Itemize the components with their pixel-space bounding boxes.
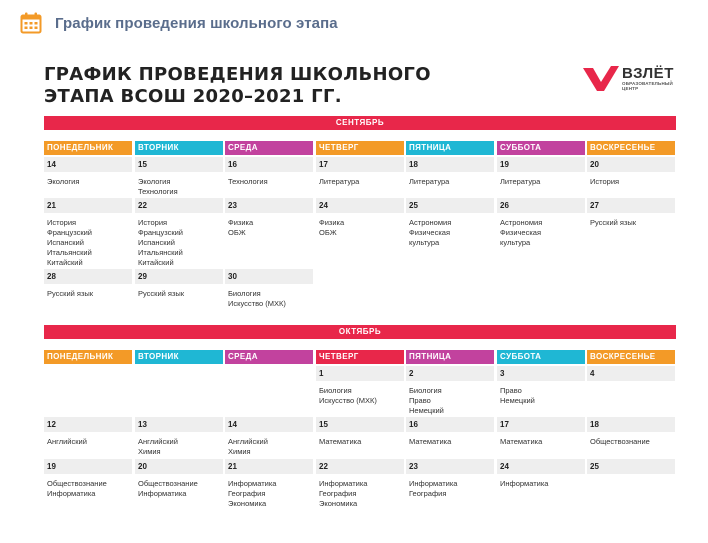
subject-label: Французский xyxy=(47,228,92,237)
day-number: 4 xyxy=(587,366,675,381)
subject-label: Русский язык xyxy=(47,289,94,298)
day-number: 15 xyxy=(135,157,223,172)
document-title-line-1: ГРАФИК ПРОВЕДЕНИЯ ШКОЛЬНОГО xyxy=(44,64,431,85)
subject-label: Литература xyxy=(500,177,541,186)
weekday-header: СУББОТА xyxy=(497,141,585,155)
day-number: 23 xyxy=(225,198,313,213)
subject-label: Экономика xyxy=(228,499,267,508)
subject-label: Экология xyxy=(47,177,80,186)
day-number: 14 xyxy=(44,157,132,172)
subject-label: ОБЖ xyxy=(228,228,246,237)
subject-label: Русский язык xyxy=(138,289,185,298)
logo-subtitle-2: ЦЕНТР xyxy=(622,86,639,91)
subject-label: География xyxy=(319,489,357,498)
subject-label: Математика xyxy=(409,437,452,446)
subject-label: Искусство (МХК) xyxy=(319,396,377,405)
subject-label: Физика xyxy=(228,218,254,227)
weekday-header: ЧЕТВЕРГ xyxy=(316,141,404,155)
subject-label: Итальянский xyxy=(47,248,92,257)
day-number: 12 xyxy=(44,417,132,432)
day-number: 20 xyxy=(135,459,223,474)
weekday-header: ВОСКРЕСЕНЬЕ xyxy=(587,141,675,155)
subject-label: История xyxy=(590,177,620,186)
subject-label: Русский язык xyxy=(590,218,637,227)
day-number: 15 xyxy=(316,417,404,432)
subject-label: Биология xyxy=(409,386,442,395)
day-number: 19 xyxy=(44,459,132,474)
month-bar: ОКТЯБРЬ xyxy=(44,325,676,339)
weekday-header: ЧЕТВЕРГ xyxy=(316,350,404,364)
day-number: 2 xyxy=(406,366,494,381)
day-number: 19 xyxy=(497,157,585,172)
document-title-line-2: ЭТАПА ВСОШ 2020–2021 ГГ. xyxy=(44,86,342,107)
logo-subtitle-1: ОБРАЗОВАТЕЛЬНЫЙ xyxy=(622,81,673,86)
day-number: 21 xyxy=(44,198,132,213)
subject-label: Химия xyxy=(228,447,251,456)
weekday-header: ПЯТНИЦА xyxy=(406,141,494,155)
subject-label: Технология xyxy=(138,187,178,196)
weekday-header: ВТОРНИК xyxy=(135,141,223,155)
subject-label: ОБЖ xyxy=(319,228,337,237)
day-number: 21 xyxy=(225,459,313,474)
day-number: 17 xyxy=(497,417,585,432)
day-number: 18 xyxy=(406,157,494,172)
subject-label: Английский xyxy=(138,437,178,446)
day-number: 16 xyxy=(225,157,313,172)
subject-label: Химия xyxy=(138,447,161,456)
subject-label: Математика xyxy=(319,437,362,446)
subject-label: Информатика xyxy=(319,479,368,488)
weekday-header: ПОНЕДЕЛЬНИК xyxy=(44,350,132,364)
subject-label: культура xyxy=(500,238,531,247)
day-number: 29 xyxy=(135,269,223,284)
subject-label: Немецкий xyxy=(409,406,444,415)
subject-label: Астрономия xyxy=(409,218,452,227)
subject-label: Физика xyxy=(319,218,345,227)
subject-label: Английский xyxy=(228,437,268,446)
day-number: 16 xyxy=(406,417,494,432)
subject-label: Французский xyxy=(138,228,183,237)
subject-label: История xyxy=(47,218,77,227)
month-bar: СЕНТЯБРЬ xyxy=(44,116,676,130)
subject-label: Литература xyxy=(409,177,450,186)
subject-label: Испанский xyxy=(138,238,175,247)
subject-label: Технология xyxy=(228,177,268,186)
subject-label: История xyxy=(138,218,168,227)
day-number: 24 xyxy=(497,459,585,474)
day-number: 1 xyxy=(316,366,404,381)
logo-word: ВЗЛЁТ xyxy=(622,65,674,82)
subject-label: География xyxy=(409,489,447,498)
day-number: 25 xyxy=(406,198,494,213)
subject-label: Биология xyxy=(228,289,261,298)
subject-label: Обществознание xyxy=(590,437,650,446)
subject-label: Китайский xyxy=(47,258,83,267)
subject-label: Информатика xyxy=(138,489,187,498)
subject-label: Биология xyxy=(319,386,352,395)
day-number: 27 xyxy=(587,198,675,213)
subject-label: Литература xyxy=(319,177,360,186)
day-number: 24 xyxy=(316,198,404,213)
subject-label: География xyxy=(228,489,266,498)
vzlet-logo-mark xyxy=(582,66,620,92)
weekday-header: ВОСКРЕСЕНЬЕ xyxy=(587,350,675,364)
subject-label: Информатика xyxy=(47,489,96,498)
day-number: 22 xyxy=(135,198,223,213)
day-number: 18 xyxy=(587,417,675,432)
day-number: 26 xyxy=(497,198,585,213)
calendar-icon xyxy=(20,12,42,34)
day-number: 20 xyxy=(587,157,675,172)
subject-label: Экология xyxy=(138,177,171,186)
subject-label: Информатика xyxy=(500,479,549,488)
subject-label: Математика xyxy=(500,437,543,446)
subject-label: Обществознание xyxy=(138,479,198,488)
day-number: 13 xyxy=(135,417,223,432)
subject-label: Немецкий xyxy=(500,396,535,405)
subject-label: Обществознание xyxy=(47,479,107,488)
day-number: 17 xyxy=(316,157,404,172)
day-number: 30 xyxy=(225,269,313,284)
subject-label: Итальянский xyxy=(138,248,183,257)
subject-label: Искусство (МХК) xyxy=(228,299,286,308)
weekday-header: ПОНЕДЕЛЬНИК xyxy=(44,141,132,155)
subject-label: Английский xyxy=(47,437,87,446)
day-number: 28 xyxy=(44,269,132,284)
subject-label: культура xyxy=(409,238,440,247)
subject-label: Физическая xyxy=(500,228,542,237)
day-number: 3 xyxy=(497,366,585,381)
subject-label: Китайский xyxy=(138,258,174,267)
subject-label: Испанский xyxy=(47,238,84,247)
vzlet-logo xyxy=(582,66,674,92)
subject-label: Право xyxy=(409,396,431,405)
subject-label: Информатика xyxy=(228,479,277,488)
day-number: 25 xyxy=(587,459,675,474)
weekday-header: ВТОРНИК xyxy=(135,350,223,364)
weekday-header: ПЯТНИЦА xyxy=(406,350,494,364)
weekday-header: СРЕДА xyxy=(225,141,313,155)
weekday-header: СУББОТА xyxy=(497,350,585,364)
page-header xyxy=(20,8,338,38)
day-number: 23 xyxy=(406,459,494,474)
document-title xyxy=(44,64,431,108)
day-number: 22 xyxy=(316,459,404,474)
subject-label: Право xyxy=(500,386,522,395)
day-number: 14 xyxy=(225,417,313,432)
subject-label: Физическая xyxy=(409,228,451,237)
weekday-header: СРЕДА xyxy=(225,350,313,364)
subject-label: Астрономия xyxy=(500,218,543,227)
subject-label: Информатика xyxy=(409,479,458,488)
page-title: График проведения школьного этапа xyxy=(55,14,338,32)
subject-label: Экономика xyxy=(319,499,358,508)
